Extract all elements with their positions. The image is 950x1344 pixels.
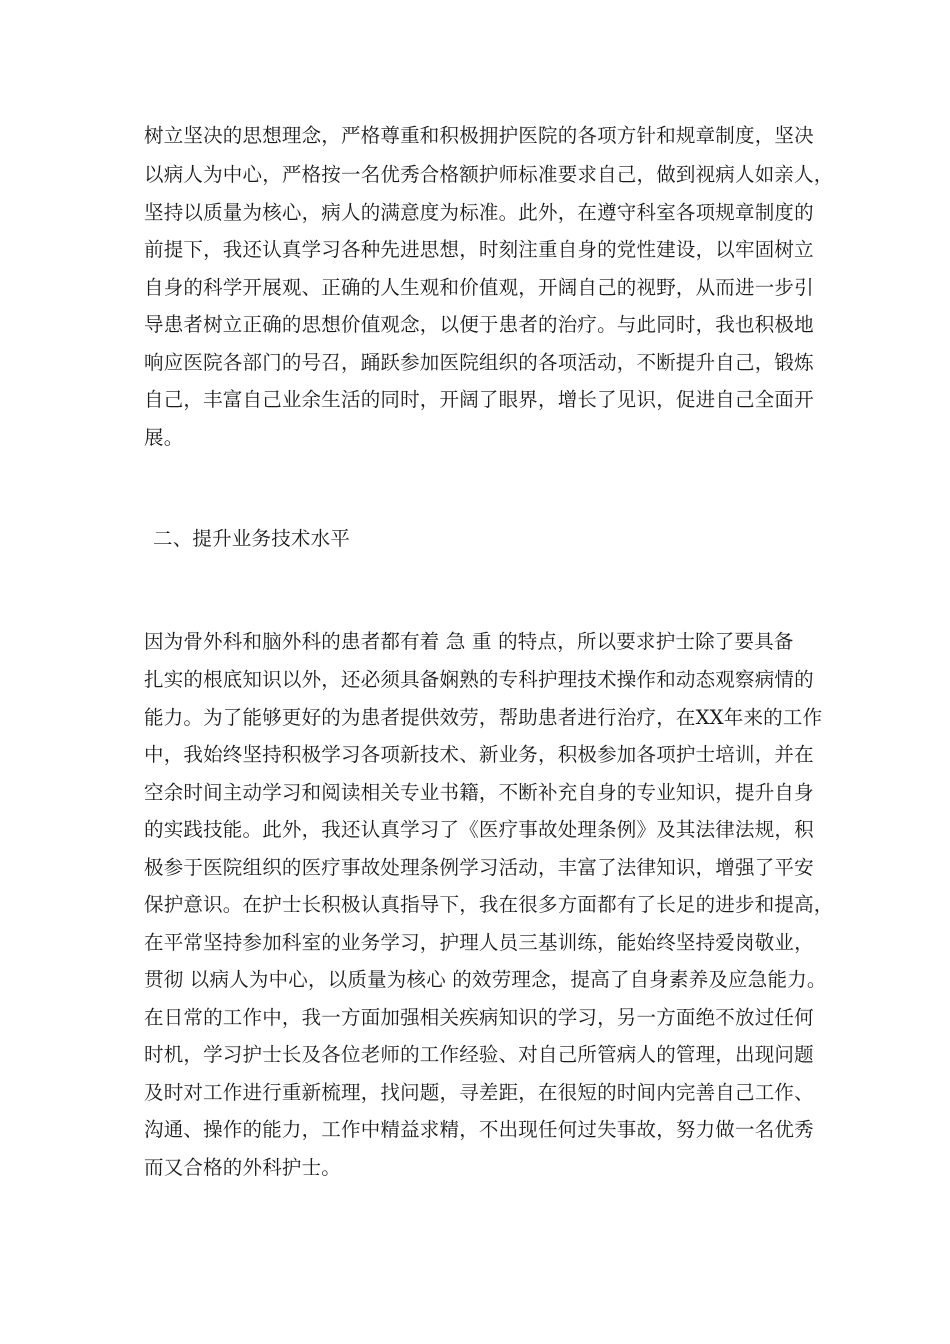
paragraph-line: 坚持以质量为核心，病人的满意度为标准。此外，在遵守科室各项规章制度的 [144, 201, 814, 224]
paragraph-line: 极参于医院组织的医疗事故处理条例学习活动，丰富了法律知识，增强了平安 [144, 856, 814, 879]
paragraph-line: 及时对工作进行重新梳理，找问题，寻差距，在很短的时间内完善自己工作、 [144, 1081, 814, 1104]
paragraph-line: 贯彻 以病人为中心，以质量为核心 的效劳理念，提高了自身素养及应急能力。 [144, 968, 827, 991]
paragraph-line: 保护意识。在护士长积极认真指导下，我在很多方面都有了长足的进步和提高， [144, 893, 834, 916]
paragraph-line: 导患者树立正确的思想价值观念，以便于患者的治疗。与此同时，我也积极地 [144, 313, 814, 336]
paragraph-line: 沟通、操作的能力，工作中精益求精，不出现任何过失事故，努力做一名优秀 [144, 1118, 814, 1141]
paragraph-line: 而又合格的外科护士。 [144, 1156, 342, 1179]
paragraph-line: 空余时间主动学习和阅读相关专业书籍，不断补充自身的专业知识，提升自身 [144, 781, 814, 804]
paragraph-line: 自己，丰富自己业余生活的同时，开阔了眼界，增长了见识，促进自己全面开 [144, 388, 814, 411]
paragraph-line: 在日常的工作中，我一方面加强相关疾病知识的学习，另一方面绝不放过任何 [144, 1006, 814, 1029]
paragraph-line: 扎实的根底知识以外，还必须具备娴熟的专科护理技术操作和动态观察病情的 [144, 668, 814, 691]
paragraph-line: 前提下，我还认真学习各种先进思想，时刻注重自身的党性建设，以牢固树立 [144, 238, 814, 261]
paragraph-line: 能力。为了能够更好的为患者提供效劳，帮助患者进行治疗，在XX年来的工作 [144, 706, 823, 729]
paragraph-line: 的实践技能。此外，我还认真学习了《医疗事故处理条例》及其法律法规，积 [144, 818, 814, 841]
paragraph-line: 以病人为中心，严格按一名优秀合格额护师标准要求自己，做到视病人如亲人， [144, 163, 834, 186]
paragraph-line: 在平常坚持参加科室的业务学习，护理人员三基训练，能始终坚持爱岗敬业， [144, 931, 814, 954]
paragraph-line: 响应医院各部门的号召，踊跃参加医院组织的各项活动，不断提升自己，锻炼 [144, 351, 814, 374]
section-heading: 二、提升业务技术水平 [153, 527, 351, 550]
paragraph-line: 自身的科学开展观、正确的人生观和价值观，开阔自己的视野，从而进一步引 [144, 276, 814, 299]
paragraph-line: 时机，学习护士长及各位老师的工作经验、对自己所管病人的管理，出现问题 [144, 1043, 814, 1066]
paragraph-line: 中，我始终坚持积极学习各项新技术、新业务，积极参加各项护士培训，并在 [144, 743, 814, 766]
paragraph-line: 展。 [144, 426, 184, 449]
paragraph-line: 树立坚决的思想理念，严格尊重和积极拥护医院的各项方针和规章制度，坚决 [144, 124, 814, 147]
paragraph-line: 因为骨外科和脑外科的患者都有着 急 重 的特点，所以要求护士除了要具备 [144, 630, 794, 653]
